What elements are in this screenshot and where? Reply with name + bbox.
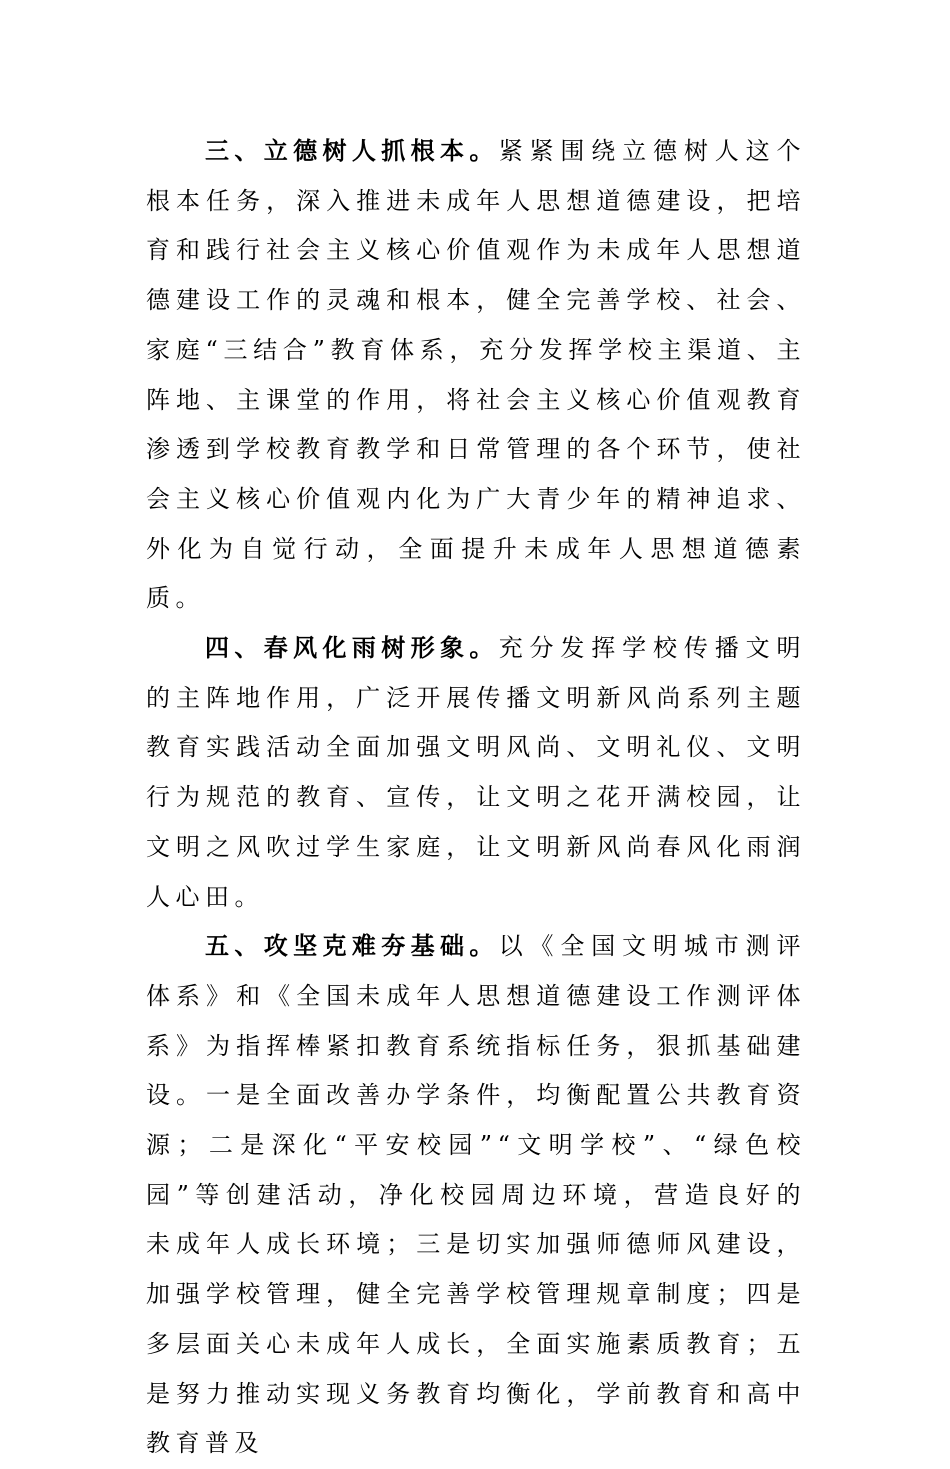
paragraph-5-heading: 五、攻坚克难夯基础。 — [205, 932, 499, 961]
paragraph-4-body: 充分发挥学校传播文明的主阵地作用，广泛开展传播文明新风尚系列主题教育实践活动全面加强文明风尚、文明礼仪、文明行为规范的教育、宣传，让文明之花开满校园，让文明之风吹过学生家庭，让文明新风尚春风化雨润人心田。 — [146, 634, 807, 911]
paragraph-3-heading: 三、立德树人抓根本。 — [205, 137, 499, 165]
paragraph-3 — [146, 127, 806, 624]
paragraph-4-heading: 四、春风化雨树形象。 — [205, 634, 499, 663]
paragraph-4 — [146, 624, 806, 922]
paragraph-5-body: 以《全国文明城市测评体系》和《全国未成年人思想道德建设工作测评体系》为指挥棒紧扣教育系统指标任务，狠抓基础建设。一是全面改善办学条件，均衡配置公共教育资源；二是深化“平安校园”“文明学校”、“绿色校园”等创建活动，净化校园周边环境，营造良好的未成年人成长环境；三是切实加强师德师风建设，加强学校管理，健全完善学校管理规章制度；四是多层面关心未成年人成长，全面实施素质教育；五是努力推动实现义务教育均衡化，学前教育和高中教育普及 — [146, 932, 807, 1458]
document-body — [146, 127, 806, 1469]
paragraph-5 — [146, 922, 806, 1469]
paragraph-3-body: 紧紧围绕立德树人这个根本任务，深入推进未成年人思想道德建设，把培育和践行社会主义核心价值观作为未成年人思想道德建设工作的灵魂和根本，健全完善学校、社会、家庭“三结合”教育体系，充分发挥学校主渠道、主阵地、主课堂的作用，将社会主义核心价值观教育渗透到学校教育教学和日常管理的各个环节，使社会主义核心价值观内化为广大青少年的精神追求、外化为自觉行动，全面提升未成年人思想道德素质。 — [146, 137, 807, 613]
